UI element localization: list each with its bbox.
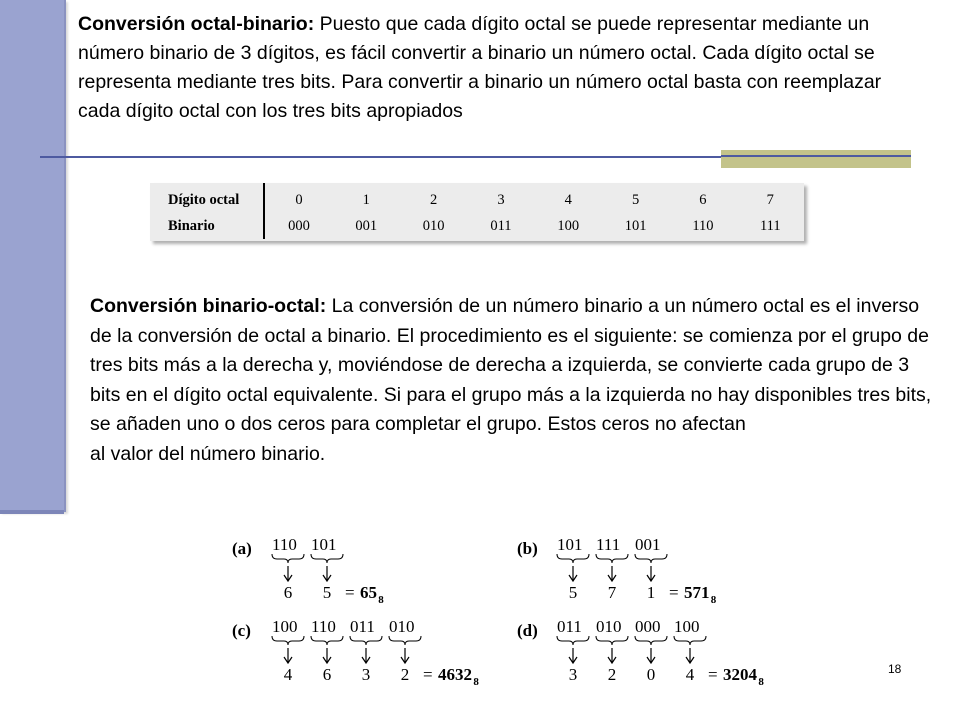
octal-digit: 6 xyxy=(283,583,293,602)
bit-group: 011 xyxy=(557,617,582,636)
table-row-octal xyxy=(150,183,804,213)
group-brace xyxy=(635,636,667,645)
equals-sign: = xyxy=(708,665,718,684)
octal-result: 571 xyxy=(684,583,710,602)
equals-sign: = xyxy=(423,665,433,684)
octal-digit: 1 xyxy=(646,583,656,602)
octal-cell: 5 xyxy=(631,191,640,208)
binary-cell: 110 xyxy=(692,217,714,234)
base-subscript: 8 xyxy=(473,676,479,688)
page-number: 18 xyxy=(888,662,902,676)
base-subscript: 8 xyxy=(710,594,717,606)
base-subscript: 8 xyxy=(378,594,384,606)
group-brace xyxy=(596,554,628,563)
group-brace xyxy=(272,636,304,645)
example-label: (c) xyxy=(232,621,251,640)
equals-sign: = xyxy=(345,583,355,602)
bit-group: 000 xyxy=(635,617,661,636)
binary-cell: 111 xyxy=(759,217,781,234)
row-label-binary: Binario xyxy=(150,213,264,239)
bit-group: 010 xyxy=(389,617,415,636)
octal-digit: 3 xyxy=(568,665,578,684)
group-brace xyxy=(311,554,343,563)
group-brace xyxy=(635,554,667,563)
octal-binary-table xyxy=(150,183,804,241)
example-label: (a) xyxy=(232,539,252,558)
binary-cell: 010 xyxy=(422,217,445,234)
octal-to-binary-paragraph xyxy=(78,10,928,126)
bit-group: 110 xyxy=(272,535,297,554)
binary-to-octal-title: Conversión binario-octal: xyxy=(90,295,327,317)
binary-cell: 011 xyxy=(490,217,512,234)
octal-digit: 4 xyxy=(283,665,293,684)
bit-group: 001 xyxy=(635,535,661,554)
group-brace xyxy=(557,554,589,563)
sidebar-decoration xyxy=(0,0,66,512)
octal-to-binary-text: Puesto que cada dígito octal se puede representar mediante un número binario de 3 dígitos, es fácil convertir a binario un número octal. Cada dígito octal se representa mediante tres bits. Para convertir a binario un número octal basta con reemplazar cada dígito octal con los tres bits apropiados xyxy=(78,13,882,122)
accent-bar-rule xyxy=(721,155,911,157)
octal-result: 3204 xyxy=(723,665,757,684)
octal-result: 65 xyxy=(360,583,377,602)
binary-cell: 001 xyxy=(355,217,378,234)
octal-digit: 2 xyxy=(400,665,410,684)
octal-to-binary-title: Conversión octal-binario: xyxy=(78,13,315,35)
base-subscript: 8 xyxy=(758,676,764,688)
binary-to-octal-paragraph xyxy=(90,292,940,469)
conversion-examples-diagram xyxy=(230,530,790,690)
group-brace xyxy=(674,636,706,645)
octal-digit: 7 xyxy=(607,583,617,602)
sidebar-bottom-edge xyxy=(0,510,64,514)
bit-group: 111 xyxy=(596,535,621,554)
octal-digit: 2 xyxy=(607,665,617,684)
table-row-binary xyxy=(150,213,804,239)
octal-cell: 1 xyxy=(362,191,370,208)
octal-digit: 5 xyxy=(568,583,578,602)
group-brace xyxy=(557,636,589,645)
group-brace xyxy=(272,554,304,563)
octal-digit: 3 xyxy=(361,665,371,684)
example-label: (b) xyxy=(517,539,538,558)
octal-cell: 3 xyxy=(497,191,505,208)
binary-to-octal-last-line: al valor del número binario. xyxy=(90,442,326,465)
row-label-octal: Dígito octal xyxy=(150,183,264,213)
bit-group: 010 xyxy=(596,617,622,636)
bit-group: 100 xyxy=(272,617,298,636)
octal-digit: 4 xyxy=(685,665,695,684)
octal-result: 4632 xyxy=(438,665,472,684)
octal-cell: 4 xyxy=(564,191,572,208)
octal-cell: 2 xyxy=(429,191,438,208)
binary-cell: 100 xyxy=(557,217,580,234)
octal-cell: 0 xyxy=(295,191,303,208)
group-brace xyxy=(596,636,628,645)
bit-group: 101 xyxy=(311,535,337,554)
octal-digit: 0 xyxy=(646,665,656,684)
bit-group: 011 xyxy=(350,617,375,636)
binary-cell: 000 xyxy=(288,217,310,234)
group-brace xyxy=(389,636,421,645)
bit-group: 101 xyxy=(557,535,583,554)
bit-group: 100 xyxy=(674,617,700,636)
binary-cell: 101 xyxy=(624,217,647,234)
octal-digit: 5 xyxy=(322,583,332,602)
accent-bar xyxy=(721,150,911,168)
octal-cell: 6 xyxy=(699,191,707,208)
octal-cell: 7 xyxy=(766,191,774,208)
group-brace xyxy=(350,636,382,645)
bit-group: 110 xyxy=(311,617,336,636)
equals-sign: = xyxy=(669,583,679,602)
octal-digit: 6 xyxy=(322,665,332,684)
example-label: (d) xyxy=(517,621,538,640)
binary-to-octal-text: La conversión de un número binario a un número octal es el inverso de la conversión de octal a binario. El procedimiento es el siguiente: se comienza por el grupo de tres bits más a la derecha y, moviéndose de derecha a izquierda, se convierte cada grupo de 3 bits en el dígito octal equivalente. Si para el grupo más a la izquierda no hay disponibles tres bits, se añaden uno o dos ceros para completar el grupo. Estos ceros no afectan xyxy=(90,295,932,435)
group-brace xyxy=(311,636,343,645)
